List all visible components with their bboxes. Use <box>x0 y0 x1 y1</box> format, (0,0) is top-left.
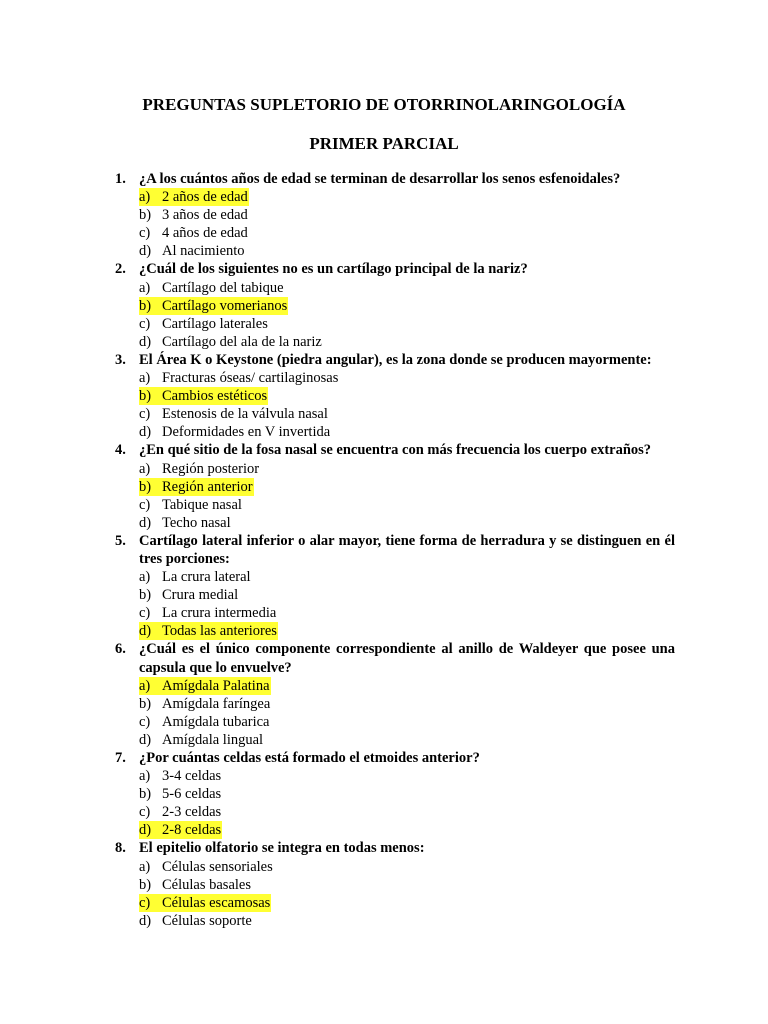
option-letter: d) <box>139 731 152 748</box>
option-text: 5-6 celdas <box>162 786 222 803</box>
option-text: Fracturas óseas/ cartilaginosas <box>162 370 339 387</box>
option-list <box>115 369 675 441</box>
option-text: Cambios estéticos <box>162 388 268 405</box>
question-label: ¿Por cuántas celdas está formado el etmoides anterior? <box>139 750 480 766</box>
option-body <box>139 803 222 821</box>
question-item <box>115 532 675 641</box>
option-body <box>139 297 288 315</box>
option-body <box>139 767 222 785</box>
option-letter: b) <box>139 207 152 224</box>
question-number: 7. <box>115 750 126 766</box>
question-text <box>115 441 675 459</box>
option-list <box>115 677 675 749</box>
question-label: Cartílago lateral inferior o alar mayor, tiene forma de herradura y se distinguen en él tres porciones: <box>139 532 675 567</box>
option-letter: a) <box>139 768 151 785</box>
option-body <box>139 821 222 839</box>
option-body <box>139 876 252 894</box>
document-title: PREGUNTAS SUPLETORIO DE OTORRINOLARINGOLOGÍA <box>142 95 626 114</box>
option-letter: d) <box>139 822 152 839</box>
option-letter: c) <box>139 894 151 911</box>
document-subtitle: PRIMER PARCIAL <box>309 134 459 153</box>
option-text: La crura lateral <box>162 569 251 586</box>
answer-option <box>115 858 675 876</box>
question-number: 3. <box>115 351 126 368</box>
answer-option <box>115 369 675 387</box>
answer-option <box>115 514 675 532</box>
answer-option <box>115 333 675 351</box>
question-label: ¿A los cuántos años de edad se terminan de desarrollar los senos esfenoidales? <box>139 171 621 187</box>
option-letter: d) <box>139 243 152 260</box>
answer-option <box>115 785 675 803</box>
answer-option-highlighted <box>115 894 675 912</box>
question-number: 5. <box>115 532 126 549</box>
option-text: 2-3 celdas <box>162 804 222 821</box>
question-item <box>115 351 675 441</box>
option-letter: b) <box>139 695 152 712</box>
question-item <box>115 260 675 350</box>
answer-option <box>115 405 675 423</box>
option-letter: d) <box>139 623 152 640</box>
answer-option <box>115 604 675 622</box>
option-body <box>139 369 339 387</box>
question-text <box>115 839 675 857</box>
option-letter: b) <box>139 786 152 803</box>
option-body <box>139 333 323 351</box>
option-text: Amígdala Palatina <box>162 677 270 694</box>
option-body <box>139 604 277 622</box>
question-label: ¿Cuál es el único componente correspondiente al anillo de Waldeyer que posee una capsula que lo envuelve? <box>139 641 675 676</box>
option-list <box>115 858 675 930</box>
answer-option <box>115 460 675 478</box>
question-label: ¿En qué sitio de la fosa nasal se encuentra con más frecuencia los cuerpo extraños? <box>139 442 652 459</box>
option-letter: a) <box>139 370 151 387</box>
option-body <box>139 242 246 260</box>
question-text <box>115 351 675 369</box>
option-letter: c) <box>139 315 151 332</box>
answer-option <box>115 496 675 514</box>
option-text: Cartílago del ala de la nariz <box>162 333 322 350</box>
answer-option <box>115 586 675 604</box>
option-letter: d) <box>139 333 152 350</box>
option-text: Células soporte <box>162 912 252 929</box>
answer-option-highlighted <box>115 821 675 839</box>
question-label: El Área K o Keystone (piedra angular), es la zona donde se producen mayormente: <box>139 351 652 368</box>
option-letter: b) <box>139 876 152 893</box>
question-label: ¿Cuál de los siguientes no es un cartílago principal de la nariz? <box>139 261 528 278</box>
answer-option <box>115 876 675 894</box>
option-list <box>115 767 675 839</box>
option-body <box>139 188 249 206</box>
question-text <box>115 640 675 676</box>
option-text: La crura intermedia <box>162 605 277 622</box>
option-text: 2 años de edad <box>162 189 248 206</box>
question-list <box>115 170 675 930</box>
option-letter: b) <box>139 587 152 604</box>
option-text: Techo nasal <box>162 514 231 531</box>
option-body <box>139 677 271 695</box>
answer-option <box>115 224 675 242</box>
option-body <box>139 496 243 514</box>
option-letter: c) <box>139 406 151 423</box>
option-body <box>139 224 249 242</box>
option-letter: d) <box>139 514 152 531</box>
option-letter: a) <box>139 279 151 296</box>
option-body <box>139 713 271 731</box>
question-label: El epitelio olfatorio se integra en todas menos: <box>139 840 425 857</box>
option-text: Tabique nasal <box>162 496 242 513</box>
option-text: Células sensoriales <box>162 858 273 875</box>
option-list <box>115 188 675 260</box>
option-text: Amígdala tubarica <box>162 713 270 730</box>
answer-option-highlighted <box>115 677 675 695</box>
question-number: 1. <box>115 171 126 187</box>
question-number: 4. <box>115 442 126 459</box>
option-text: Células escamosas <box>162 894 271 911</box>
option-body <box>139 514 232 532</box>
option-body <box>139 387 268 405</box>
option-letter: a) <box>139 677 151 694</box>
question-number: 2. <box>115 261 126 278</box>
option-text: Deformidades en V invertida <box>162 424 331 441</box>
answer-option <box>115 242 675 260</box>
question-number: 8. <box>115 840 126 857</box>
option-body <box>139 912 253 930</box>
option-text: Amígdala lingual <box>162 731 264 748</box>
option-letter: c) <box>139 605 151 622</box>
option-body <box>139 478 254 496</box>
option-letter: c) <box>139 713 151 730</box>
option-list <box>115 568 675 640</box>
option-body <box>139 586 239 604</box>
question-number: 6. <box>115 641 126 658</box>
option-letter: b) <box>139 478 152 495</box>
option-text: Al nacimiento <box>162 243 245 260</box>
option-text: Células basales <box>162 876 251 893</box>
answer-option <box>115 803 675 821</box>
answer-option <box>115 767 675 785</box>
option-body <box>139 460 260 478</box>
option-text: Cartílago del tabique <box>162 279 284 296</box>
answer-option <box>115 423 675 441</box>
answer-option-highlighted <box>115 188 675 206</box>
option-list <box>115 279 675 351</box>
option-letter: b) <box>139 297 152 314</box>
option-letter: b) <box>139 388 152 405</box>
question-text <box>115 170 675 188</box>
option-text: 4 años de edad <box>162 225 248 242</box>
answer-option-highlighted <box>115 478 675 496</box>
answer-option-highlighted <box>115 622 675 640</box>
answer-option <box>115 315 675 333</box>
option-text: Región anterior <box>162 478 253 495</box>
answer-option <box>115 731 675 749</box>
option-body <box>139 405 329 423</box>
option-body <box>139 894 271 912</box>
option-text: Estenosis de la válvula nasal <box>162 406 328 423</box>
question-text <box>115 749 675 767</box>
answer-option <box>115 695 675 713</box>
option-text: 2-8 celdas <box>162 822 222 839</box>
option-body <box>139 731 264 749</box>
answer-option <box>115 713 675 731</box>
question-item <box>115 441 675 531</box>
option-letter: d) <box>139 424 152 441</box>
question-item <box>115 839 675 929</box>
answer-option-highlighted <box>115 387 675 405</box>
question-item <box>115 640 675 749</box>
question-item <box>115 749 675 839</box>
answer-option-highlighted <box>115 297 675 315</box>
option-list <box>115 460 675 532</box>
option-body <box>139 785 222 803</box>
option-body <box>139 858 274 876</box>
option-body <box>139 423 331 441</box>
option-letter: a) <box>139 460 151 477</box>
option-letter: c) <box>139 225 151 242</box>
answer-option <box>115 206 675 224</box>
option-letter: a) <box>139 189 151 206</box>
option-letter: c) <box>139 496 151 513</box>
option-text: Todas las anteriores <box>162 623 277 640</box>
option-body <box>139 206 249 224</box>
option-body <box>139 315 269 333</box>
question-item <box>115 170 675 260</box>
answer-option <box>115 279 675 297</box>
option-text: 3 años de edad <box>162 207 248 224</box>
option-text: 3-4 celdas <box>162 768 222 785</box>
option-letter: a) <box>139 858 151 875</box>
option-text: Crura medial <box>162 587 239 604</box>
option-body <box>139 568 252 586</box>
question-text <box>115 532 675 568</box>
answer-option <box>115 912 675 930</box>
option-text: Cartílago laterales <box>162 315 268 332</box>
option-body <box>139 279 285 297</box>
option-letter: c) <box>139 804 151 821</box>
option-body <box>139 695 271 713</box>
answer-option <box>115 568 675 586</box>
option-text: Cartílago vomerianos <box>162 297 288 314</box>
option-body <box>139 622 278 640</box>
option-letter: a) <box>139 569 151 586</box>
option-text: Amígdala faríngea <box>162 695 271 712</box>
option-letter: d) <box>139 912 152 929</box>
question-text <box>115 260 675 278</box>
option-text: Región posterior <box>162 460 260 477</box>
